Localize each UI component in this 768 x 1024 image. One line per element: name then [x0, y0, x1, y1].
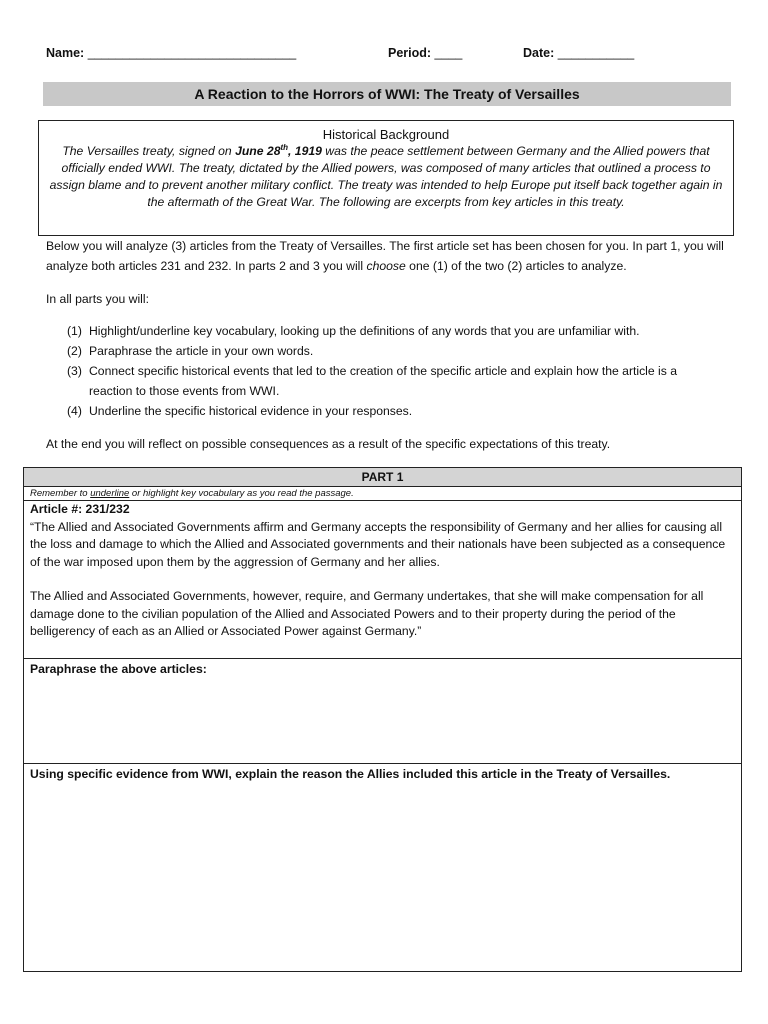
- reflect-text: At the end you will reflect on possible consequences as a result of the specific expectations of this treaty.: [46, 437, 611, 451]
- vocabulary-reminder: Remember to underline or highlight key vocabulary as you read the passage.: [24, 487, 741, 501]
- step-number: (3): [67, 364, 82, 378]
- name-label: Name:: [46, 46, 85, 60]
- part1-heading: PART 1: [24, 468, 741, 487]
- list-item: [67, 401, 717, 421]
- step-text: Underline the specific historical evidence in your responses.: [89, 404, 413, 418]
- intro-paragraph: Below you will analyze (3) articles from the Treaty of Versailles. The first article set has been chosen for you. In part 1, you will analyze both articles 231 and 232. In parts 2 and 3 you will choose one (1) of the two (2) articles to analyze.: [46, 239, 724, 273]
- paraphrase-answer-area[interactable]: [24, 659, 741, 764]
- list-item: [67, 341, 717, 361]
- step-number: (4): [67, 404, 82, 418]
- signing-date: June 28th, 1919: [235, 142, 322, 158]
- all-parts-label: In all parts you will:: [46, 292, 149, 306]
- date-field[interactable]: [523, 46, 634, 60]
- date-blank[interactable]: ___________: [557, 46, 635, 60]
- background-text-start: The Versailles treaty, signed on: [62, 144, 236, 158]
- name-blank[interactable]: ______________________________: [87, 46, 297, 60]
- step-text: Highlight/underline key vocabulary, looking up the definitions of any words that you are unfamiliar with.: [89, 324, 640, 338]
- background-text: [49, 143, 723, 211]
- part1-table: [23, 467, 742, 972]
- period-label: Period:: [388, 46, 432, 60]
- paraphrase-prompt: Paraphrase the above articles:: [30, 662, 207, 676]
- page-title: A Reaction to the Horrors of WWI: The Treaty of Versailles: [43, 82, 731, 106]
- step-number: (2): [67, 344, 82, 358]
- article-number: Article #: 231/232: [30, 502, 130, 516]
- step-text: Connect specific historical events that led to the creation of the specific article and explain how the article is a reaction to those events from WWI.: [89, 364, 678, 398]
- step-text: Paraphrase the article in your own words.: [89, 344, 314, 358]
- article-cell: [24, 501, 741, 659]
- choose-emphasis: choose: [366, 259, 406, 273]
- list-item: [67, 321, 717, 341]
- list-item: [67, 361, 717, 401]
- article-paragraph-2: The Allied and Associated Governments, however, require, and Germany undertakes, that she will make compensation for all damage done to the civilian population of the Allied and Associated Powers and to their property during the period of the belligerency of each as an Allied or Associated Power against Germany.”: [30, 589, 704, 638]
- period-field[interactable]: [388, 46, 462, 60]
- name-field[interactable]: [46, 46, 296, 60]
- evidence-prompt: Using specific evidence from WWI, explain the reason the Allies included this article in the Treaty of Versailles.: [30, 767, 671, 781]
- historical-background-box: [38, 120, 734, 236]
- step-number: (1): [67, 324, 82, 338]
- date-label: Date:: [523, 46, 555, 60]
- background-heading: Historical Background: [322, 127, 450, 142]
- period-blank[interactable]: ____: [434, 46, 463, 60]
- steps-list: [67, 321, 717, 421]
- article-paragraph-1: “The Allied and Associated Governments affirm and Germany accepts the responsibility of Germany and her allies for causing all the loss and damage to which the Allied and Associated governments and their nationals have been subjected as a consequence of the war imposed upon them by the aggression of Germany and her allies.: [30, 519, 726, 569]
- evidence-answer-area[interactable]: [24, 764, 741, 971]
- background-text-end: was the peace settlement between Germany and the Allied powers that officially ended WWI. The treaty, dictated by the Allied powers, was composed of many articles that outlined a process to assign blame and to prevent another military conflict. The treaty was intended to help Europe put itself back together again in the aftermath of the Great War. The following are excerpts from key articles in this treaty.: [49, 144, 723, 209]
